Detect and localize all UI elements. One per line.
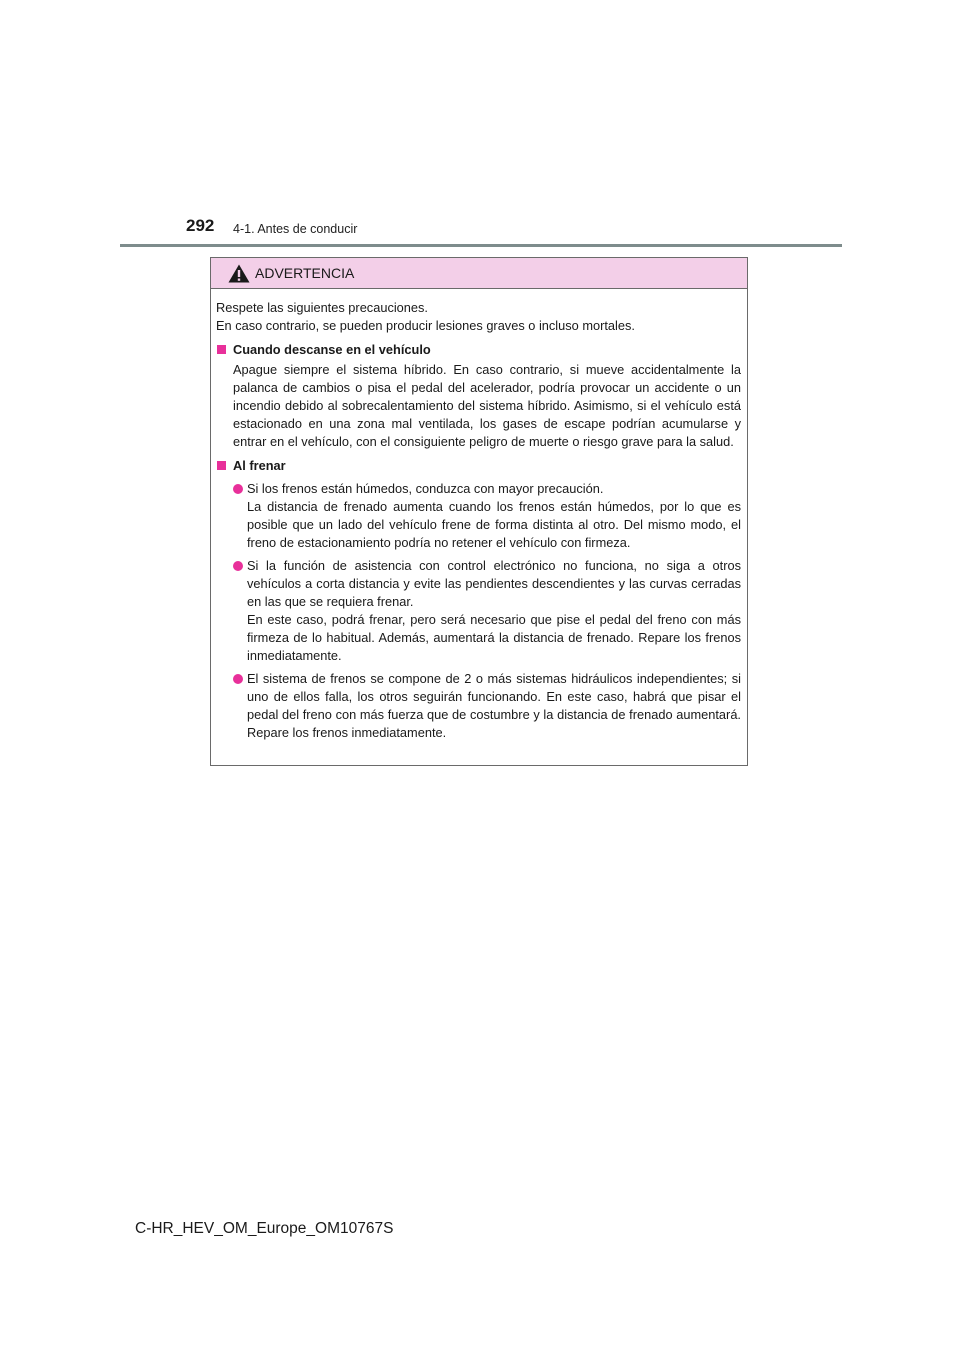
sub-item-text: El sistema de frenos se compone de 2 o más sistemas hidráulicos independientes; si uno de ellos falla, los otros seguirán funcionando. En este caso, habrá que pisar el pedal del freno con más fuerza que de costumbre y la distancia de frenado aumentará. Repare los frenos inmediatamente. (247, 671, 741, 740)
circle-bullet-icon (233, 674, 243, 684)
document-code: C-HR_HEV_OM_Europe_OM10767S (135, 1220, 394, 1237)
square-bullet-icon (217, 461, 226, 470)
sub-item-text: La distancia de frenado aumenta cuando los frenos están húmedos, por lo que es posible que un lado del vehículo frene de forma distinta al otro. Del mismo modo, el freno de estacionamiento podría no retener el vehículo con firmeza. (247, 499, 741, 550)
sub-item-hydraulic-systems (216, 670, 741, 742)
warning-header (211, 258, 747, 289)
intro-line: Respete las siguientes precauciones. (216, 300, 428, 315)
sub-item-assist-failure (216, 557, 741, 665)
item-heading-text: Cuando descanse en el vehículo (233, 342, 431, 357)
warning-body (211, 289, 747, 742)
sub-item-text: Si los frenos están húmedos, conduzca con mayor precaución. (247, 481, 604, 496)
sub-item-text: Si la función de asistencia con control electrónico no funciona, no siga a otros vehículos a corta distancia y evite las pendientes descendientes y las curvas cerradas en las que se requiera frenar. (247, 558, 741, 609)
warning-item-resting (216, 341, 741, 451)
warning-item-braking (216, 457, 741, 742)
circle-bullet-icon (233, 561, 243, 571)
item-heading-text: Al frenar (233, 458, 286, 473)
item-paragraph: Apague siempre el sistema híbrido. En caso contrario, si mueve accidentalmente la palanca de cambios o pisa el pedal del acelerador, podría provocar un accidente o un incendio debido al sobrecalentamiento del sistema híbrido. Asimismo, si el vehículo está estacionado en una zona mal ventilada, los gases de escape podrían acumularse y entrar en el vehículo, con el consiguiente peligro de muerte o riesgo grave para la salud. (233, 362, 741, 449)
sub-item-text: En este caso, podrá frenar, pero será necesario que pise el pedal del freno con más firmeza de lo habitual. Además, aumentará la distancia de frenado. Repare los frenos inmediatamente. (247, 612, 741, 663)
header-divider (120, 244, 842, 247)
section-title: 4-1. Antes de conducir (233, 222, 358, 236)
page-number: 292 (186, 216, 215, 235)
circle-bullet-icon (233, 484, 243, 494)
warning-title: ADVERTENCIA (255, 265, 355, 281)
item-heading (216, 341, 741, 359)
warning-triangle-icon (228, 264, 250, 283)
intro-line: En caso contrario, se pueden producir lesiones graves o incluso mortales. (216, 318, 635, 333)
item-heading (216, 457, 741, 475)
sub-item-wet-brakes (216, 480, 741, 552)
square-bullet-icon (217, 345, 226, 354)
warning-box (210, 257, 748, 766)
